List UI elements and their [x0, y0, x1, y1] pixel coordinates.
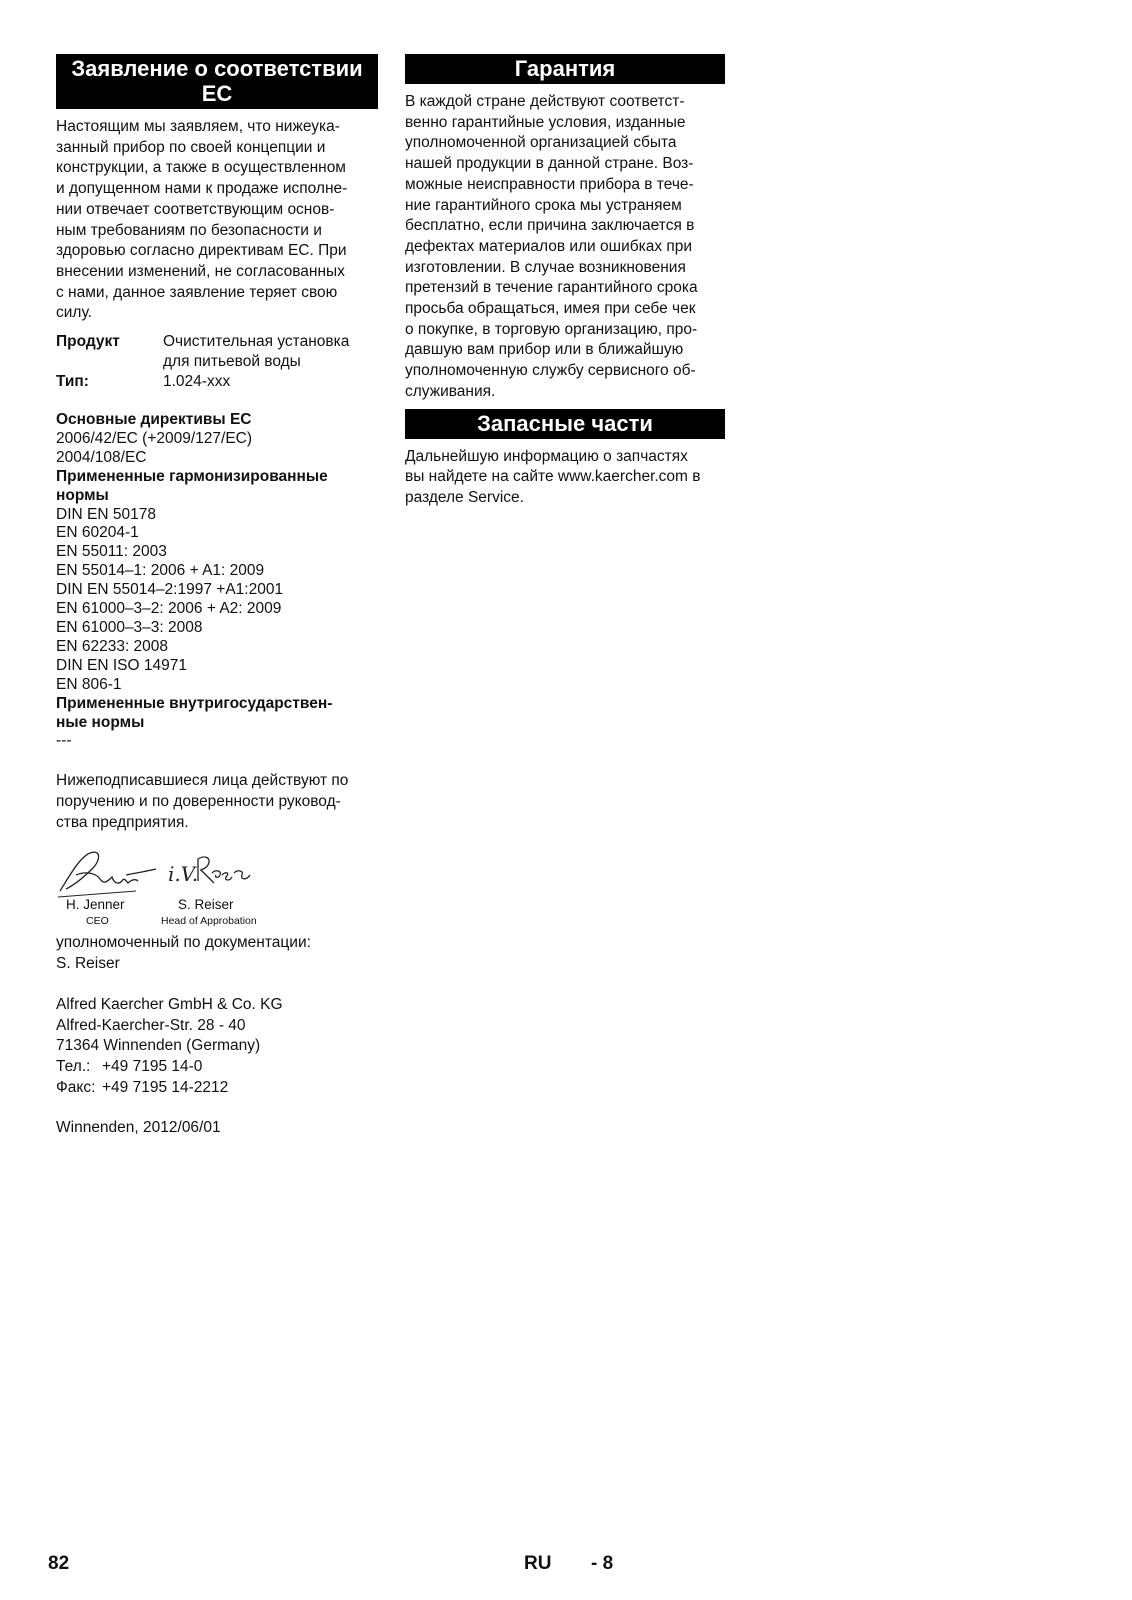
warranty-line: о покупке, в торговую организацию, про-: [405, 320, 698, 338]
spare-parts-line: Дальнейшую информацию о запчастях: [405, 447, 688, 465]
intro-line: конструкции, а также в осуществленном: [56, 159, 346, 177]
signature-reiser-prefix: i.V.: [168, 862, 199, 887]
harmonized-title: нормы: [56, 486, 109, 504]
warranty-line: венно гарантийные условия, изданные: [405, 113, 686, 131]
authorized-line: S. Reiser: [56, 955, 120, 973]
norm-item: DIN EN 50178: [56, 505, 156, 523]
signers-line: поручению и по доверенности руковод-: [56, 793, 341, 811]
warranty-text: [405, 92, 725, 403]
warranty-line: бесплатно, если причина заключается в: [405, 217, 695, 235]
signer2-name: S. Reiser: [178, 897, 234, 913]
product-row: [56, 332, 378, 372]
fax-label: Факс:: [56, 1078, 96, 1096]
norm-item: EN 60204-1: [56, 524, 139, 542]
product-table: [56, 332, 378, 392]
spare-parts-line: разделе Service.: [405, 488, 524, 506]
signers-line: Нижеподписавшиеся лица действуют по: [56, 772, 349, 790]
phone-line: [56, 1057, 378, 1078]
intro-line: внесении изменений, не согласованных: [56, 262, 345, 280]
intro-line: силу.: [56, 304, 92, 322]
signature-jenner: [60, 853, 156, 892]
intro-line: нии отвечает соответствующим основ-: [56, 200, 335, 218]
directives-title: Основные директивы ЕС: [56, 411, 252, 429]
warranty-line: давшую вам прибор или в ближайшую: [405, 341, 684, 359]
norm-item: EN 61000–3–3: 2008: [56, 619, 203, 636]
type-value: 1.024-xxx: [163, 373, 231, 391]
product-value: [163, 332, 349, 372]
section-page-number: - 8: [591, 1553, 614, 1574]
right-column: [405, 54, 725, 509]
place-date: [56, 1118, 378, 1139]
intro-line: занный прибор по своей концепции и: [56, 138, 326, 156]
signer1-title: CEO: [86, 915, 109, 928]
national-title: Примененные внутригосударствен-: [56, 694, 333, 712]
warranty-line: нашей продукции в данной стране. Воз-: [405, 155, 694, 173]
directive-item: 2006/42/EC (+2009/127/EC): [56, 429, 253, 447]
warranty-line: претензий в течение гарантийного срока: [405, 279, 698, 297]
page-number: 82: [48, 1553, 70, 1574]
language-code: RU: [524, 1553, 552, 1574]
signers-text: [56, 771, 378, 833]
directives-block: [56, 411, 378, 751]
warranty-line: можные неисправности прибора в тече-: [405, 175, 694, 193]
declaration-heading: [56, 54, 378, 109]
directive-item: 2004/108/EC: [56, 448, 147, 466]
authorized-person: [56, 933, 378, 974]
spare-parts-text: [405, 447, 725, 509]
intro-line: и допущенном нами к продаже исполне-: [56, 180, 348, 198]
warranty-line: служивания.: [405, 382, 496, 400]
norm-item: EN 806-1: [56, 675, 122, 693]
phone-value: +49 7195 14-0: [102, 1057, 203, 1075]
authorized-line: уполномоченный по документации:: [56, 934, 311, 952]
intro-line: ным требованиям по безопасности и: [56, 221, 322, 239]
warranty-line: уполномоченную службу сервисного об-: [405, 362, 696, 380]
norm-item: DIN EN 55014–2:1997 +A1:2001: [56, 581, 284, 599]
product-value-line: для питьевой воды: [163, 353, 301, 371]
warranty-line: просьба обращаться, имея при себе чек: [405, 300, 696, 318]
product-label: Продукт: [56, 333, 120, 351]
warranty-heading: Гарантия: [405, 54, 725, 84]
phone-label: Тел.:: [56, 1057, 91, 1075]
type-label: Тип:: [56, 373, 89, 391]
warranty-line: уполномоченной организацией сбыта: [405, 134, 677, 152]
signer1-name: H. Jenner: [66, 897, 125, 913]
norm-item: EN 55011: 2003: [56, 543, 167, 561]
place-date-line: Winnenden, 2012/06/01: [56, 1119, 221, 1137]
address-line: Alfred-Kaercher-Str. 28 - 40: [56, 1016, 246, 1034]
intro-line: Настоящим мы заявляем, что нижеука-: [56, 118, 340, 135]
warranty-line: дефектах материалов или ошибках при: [405, 237, 693, 255]
harmonized-title: Примененные гармонизированные: [56, 467, 328, 485]
product-value-line: Очистительная установка: [163, 333, 350, 351]
signer2-title: Head of Approbation: [161, 915, 257, 928]
address-line: Alfred Kaercher GmbH & Co. KG: [56, 995, 283, 1013]
left-column: [56, 54, 378, 1139]
declaration-heading-line: ЕС: [201, 81, 233, 106]
intro-line: здоровью согласно директивам ЕС. При: [56, 242, 347, 260]
norm-item: EN 61000–3–2: 2006 + A2: 2009: [56, 600, 282, 618]
norm-item: DIN EN ISO 14971: [56, 656, 187, 674]
signatures: [56, 845, 378, 931]
declaration-intro: [56, 117, 378, 324]
type-row: [56, 372, 378, 392]
address-line: 71364 Winnenden (Germany): [56, 1037, 261, 1055]
national-value: ---: [56, 732, 72, 750]
warranty-line: изготовлении. В случае возникновения: [405, 258, 686, 276]
warranty-line: ние гарантийного срока мы устраняем: [405, 196, 682, 214]
national-title: ные нормы: [56, 713, 145, 731]
warranty-line: В каждой стране действуют соответст-: [405, 93, 685, 110]
norm-item: EN 62233: 2008: [56, 637, 169, 655]
fax-value: +49 7195 14-2212: [102, 1078, 229, 1096]
spare-parts-heading: Запасные части: [405, 409, 725, 439]
signers-line: ства предприятия.: [56, 813, 189, 831]
company-address: [56, 995, 378, 1099]
fax-line: [56, 1078, 378, 1099]
declaration-heading-line: Заявление о соответствии: [71, 56, 363, 81]
intro-line: с нами, данное заявление теряет свою: [56, 283, 338, 301]
signature-reiser: [198, 857, 250, 883]
norm-item: EN 55014–1: 2006 + A1: 2009: [56, 562, 265, 580]
spare-parts-line: вы найдете на сайте www.kaercher.com в: [405, 468, 701, 486]
signature-graphics: [56, 845, 286, 901]
